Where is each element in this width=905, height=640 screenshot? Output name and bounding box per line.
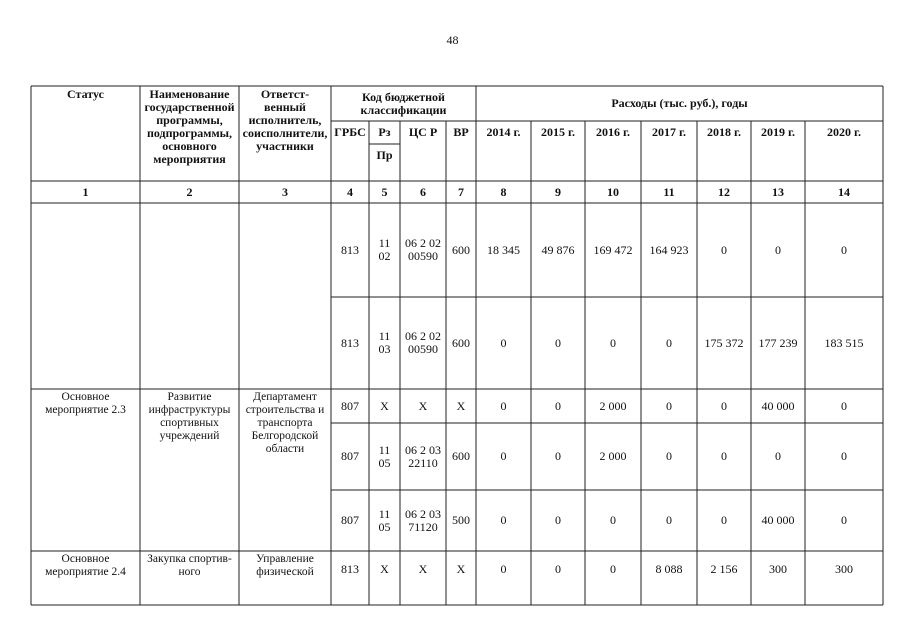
header-year: 2020 г. xyxy=(826,125,862,139)
cell-rz-pr: 11 03 xyxy=(378,329,391,356)
cell-expense-value: 0 xyxy=(721,242,727,257)
header-rz: Рз xyxy=(378,125,391,139)
cell-csr: 06 2 03 71120 xyxy=(405,506,441,534)
column-number: 2 xyxy=(186,184,193,199)
column-number: 5 xyxy=(381,184,388,199)
row-program-name xyxy=(140,205,239,389)
column-number: 9 xyxy=(555,184,561,199)
column-number: 1 xyxy=(82,184,89,199)
header-vr: ВР xyxy=(453,125,469,139)
cell-expense-value: 0 xyxy=(666,335,672,350)
cell-csr: 06 2 02 00590 xyxy=(405,329,441,356)
column-number: 3 xyxy=(282,184,288,199)
cell-expense-value: 0 xyxy=(555,513,561,527)
row-program-name: Развитие инфраструктуры спортивных учреждений xyxy=(148,391,231,442)
cell-vr: 500 xyxy=(452,513,470,527)
cell-expense-value: 0 xyxy=(500,513,507,527)
row-executor: Управление физической xyxy=(256,553,314,578)
column-number: 10 xyxy=(607,184,619,199)
cell-vr: 600 xyxy=(452,242,470,257)
cell-expense-value: 164 923 xyxy=(649,242,689,257)
cell-grbs: 807 xyxy=(341,449,359,463)
cell-expense-value: 8 088 xyxy=(655,562,683,576)
cell-grbs: 807 xyxy=(341,513,359,527)
header-status: Статус xyxy=(67,87,104,101)
cell-vr: Х xyxy=(456,398,466,413)
header-expenses: Расходы (тыс. руб.), годы xyxy=(611,96,748,110)
cell-rz-pr: Х xyxy=(380,562,389,576)
cell-rz-pr: 11 05 xyxy=(378,442,391,470)
header-year: 2018 г. xyxy=(706,125,742,139)
row-status xyxy=(31,205,140,389)
cell-grbs: 807 xyxy=(341,398,359,413)
cell-expense-value: 2 000 xyxy=(599,398,627,413)
cell-expense-value: 0 xyxy=(841,398,847,413)
header-name: Наименование государственной программы, подпрограммы, основного мероприятия xyxy=(144,87,235,166)
column-number: 7 xyxy=(458,184,464,199)
cell-rz-pr: 11 05 xyxy=(378,506,391,534)
cell-expense-value: 175 372 xyxy=(704,335,744,350)
cell-expense-value: 0 xyxy=(610,513,616,527)
cell-rz-pr: 11 02 xyxy=(378,236,391,263)
column-number: 14 xyxy=(838,184,850,199)
header-year: 2015 г. xyxy=(540,125,576,139)
cell-expense-value: 0 xyxy=(721,449,727,463)
header-year: 2014 г. xyxy=(486,125,521,139)
cell-expense-value: 0 xyxy=(841,449,847,463)
cell-rz-pr: Х xyxy=(380,398,389,413)
cell-expense-value: 0 xyxy=(721,513,727,527)
header-year: 2019 г. xyxy=(760,125,796,139)
cell-expense-value: 0 xyxy=(555,335,561,350)
column-number: 8 xyxy=(500,184,507,199)
cell-expense-value: 0 xyxy=(555,398,561,413)
cell-expense-value: 0 xyxy=(666,449,672,463)
cell-expense-value: 0 xyxy=(555,562,561,576)
cell-expense-value: 0 xyxy=(841,513,847,527)
column-number: 6 xyxy=(420,184,426,199)
page-number: 48 xyxy=(446,33,459,47)
cell-expense-value: 0 xyxy=(500,398,507,413)
cell-expense-value: 0 xyxy=(775,242,781,257)
cell-expense-value: 2 156 xyxy=(710,562,738,576)
cell-csr: 06 2 02 00590 xyxy=(405,236,441,263)
cell-expense-value: 40 000 xyxy=(761,398,795,413)
cell-expense-value: 183 515 xyxy=(824,335,864,350)
cell-expense-value: 2 000 xyxy=(599,449,627,463)
cell-grbs: 813 xyxy=(341,242,359,257)
header-pr: Пр xyxy=(376,148,393,162)
row-executor xyxy=(239,205,331,389)
cell-vr: Х xyxy=(456,562,466,576)
cell-expense-value: 0 xyxy=(841,242,847,257)
cell-expense-value: 177 239 xyxy=(758,335,798,350)
cell-expense-value: 0 xyxy=(500,562,507,576)
cell-expense-value: 18 345 xyxy=(487,242,520,257)
cell-expense-value: 300 xyxy=(769,562,787,576)
cell-expense-value: 0 xyxy=(610,335,616,350)
cell-expense-value: 0 xyxy=(555,449,561,463)
cell-expense-value: 0 xyxy=(721,398,727,413)
cell-grbs: 813 xyxy=(341,562,359,576)
header-year: 2016 г. xyxy=(595,125,631,139)
header-year: 2017 г. xyxy=(651,125,687,139)
column-number: 4 xyxy=(347,184,353,199)
cell-expense-value: 0 xyxy=(500,335,507,350)
cell-expense-value: 0 xyxy=(775,449,781,463)
row-status: Основное мероприятие 2.4 xyxy=(45,553,126,578)
column-number: 12 xyxy=(718,184,730,199)
header-grbs: ГРБС xyxy=(334,125,366,139)
column-number: 11 xyxy=(663,184,675,199)
column-number: 13 xyxy=(772,184,784,199)
cell-vr: 600 xyxy=(452,335,470,350)
cell-expense-value: 300 xyxy=(835,562,853,576)
cell-expense-value: 49 876 xyxy=(541,242,575,257)
cell-expense-value: 0 xyxy=(610,562,616,576)
row-executor: Департамент строительства и транспорта Белгородской области xyxy=(245,391,325,455)
cell-csr: Х xyxy=(418,398,428,413)
cell-expense-value: 40 000 xyxy=(761,513,795,527)
header-csr: ЦС Р xyxy=(408,125,438,139)
cell-vr: 600 xyxy=(452,449,470,463)
cell-expense-value: 0 xyxy=(666,513,672,527)
cell-expense-value: 0 xyxy=(500,449,507,463)
cell-csr: 06 2 03 22110 xyxy=(405,442,441,470)
header-budget-code: Код бюджетной классификации xyxy=(360,89,447,117)
cell-csr: Х xyxy=(418,562,428,576)
row-program-name: Закупка спортив- ного xyxy=(147,553,232,578)
cell-grbs: 813 xyxy=(341,335,359,350)
cell-expense-value: 169 472 xyxy=(593,242,633,257)
header-executor: Ответст- венный исполнитель, соисполнители, участники xyxy=(242,87,328,153)
row-status: Основное мероприятие 2.3 xyxy=(45,391,126,416)
cell-expense-value: 0 xyxy=(666,398,672,413)
